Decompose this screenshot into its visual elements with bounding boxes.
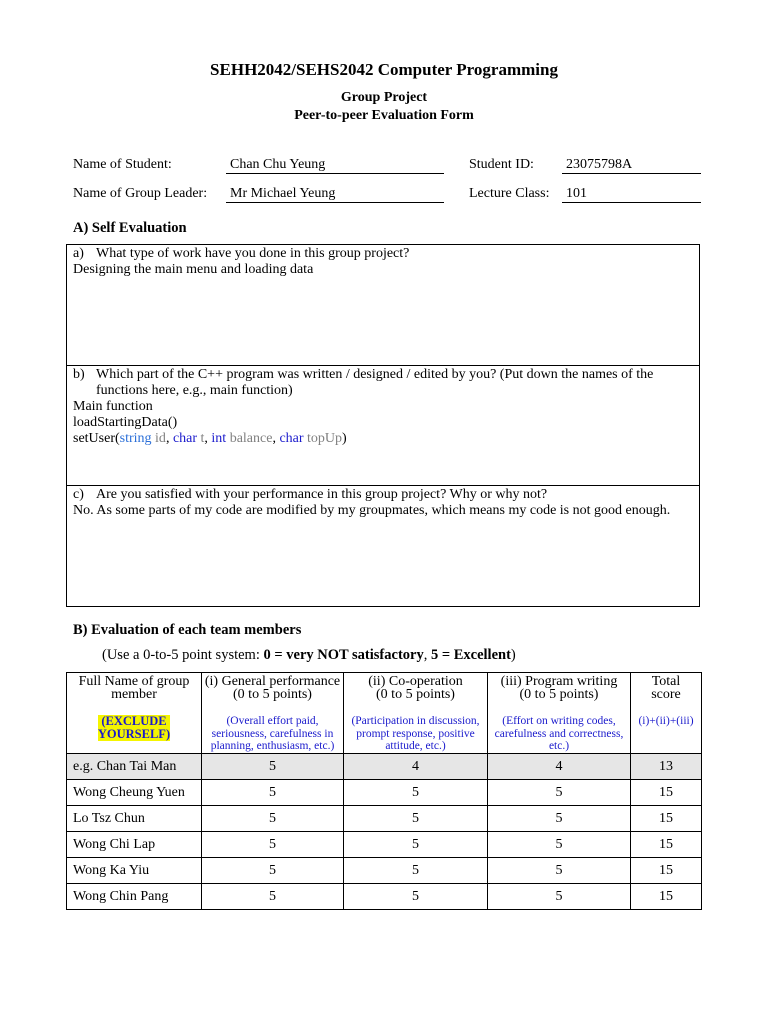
table-row <box>67 858 702 884</box>
answer-a: Designing the main menu and loading data <box>73 262 314 277</box>
table-row <box>67 780 702 806</box>
col-coop-line2: (0 to 5 points) <box>376 687 455 702</box>
student-id-label: Student ID: <box>469 157 534 172</box>
question-c <box>73 487 693 503</box>
exclude-line2: YOURSELF) <box>97 727 171 741</box>
general-score[interactable]: 5 <box>202 858 344 884</box>
col-header-coop <box>344 673 488 754</box>
team-evaluation-table <box>66 672 702 910</box>
question-c-marker: c) <box>73 487 84 502</box>
instruction-prefix: (Use a 0-to-5 point system: <box>102 647 264 663</box>
general-score[interactable]: 5 <box>202 806 344 832</box>
code-sep-1: , <box>165 431 173 446</box>
col-coop-note: (Participation in discussion, prompt response, positive attitude, etc.) <box>351 715 480 752</box>
coop-score[interactable]: 5 <box>344 884 488 910</box>
question-a <box>73 246 693 262</box>
member-name: e.g. Chan Tai Man <box>67 754 202 780</box>
table-row-example <box>67 754 702 780</box>
question-a-marker: a) <box>73 246 84 261</box>
instruction-min: 0 = very NOT satisfactory <box>263 647 424 663</box>
general-score[interactable]: 5 <box>202 832 344 858</box>
student-name-field[interactable]: Chan Chu Yeung <box>226 156 444 174</box>
answer-b-code <box>73 431 693 447</box>
writing-score[interactable]: 5 <box>488 832 631 858</box>
group-leader-label: Name of Group Leader: <box>73 186 208 201</box>
question-b-text: Which part of the C++ program was written / designed / edited by you? (Put down the names of the functions here, e.g., main function) <box>96 367 654 398</box>
col-general-line2: (0 to 5 points) <box>233 687 312 702</box>
code-var-1: id <box>151 431 166 446</box>
answer-b-line2: loadStartingData() <box>73 415 178 430</box>
col-header-general <box>202 673 344 754</box>
answer-c: No. As some parts of my code are modified by my groupmates, which means my code is not good enough. <box>73 503 671 518</box>
question-b-box[interactable] <box>66 365 700 486</box>
self-evaluation-heading: A) Self Evaluation <box>73 220 187 236</box>
instruction-max: 5 = Excellent <box>430 647 511 663</box>
coop-score[interactable]: 5 <box>344 832 488 858</box>
code-close: ) <box>342 431 347 446</box>
col-name-line2: member <box>111 687 157 702</box>
col-name-line1: Full Name of group <box>78 674 190 689</box>
col-general-note: (Overall effort paid, seriousness, carefulness in planning, enthusiasm, etc.) <box>210 715 335 752</box>
total-score: 13 <box>631 754 702 780</box>
question-a-box[interactable] <box>66 244 700 366</box>
exclude-yourself-note <box>98 715 170 741</box>
writing-score[interactable]: 5 <box>488 858 631 884</box>
group-leader-field[interactable]: Mr Michael Yeung <box>226 185 444 203</box>
instruction-mid: , <box>423 647 431 663</box>
col-general-line1: (i) General performance <box>204 674 341 689</box>
code-sep-3: , <box>272 431 280 446</box>
col-header-writing <box>488 673 631 754</box>
col-total-note: (i)+(ii)+(iii) <box>638 715 694 727</box>
general-score: 5 <box>202 754 344 780</box>
exclude-line1: (EXCLUDE <box>101 714 167 728</box>
col-writing-line2: (0 to 5 points) <box>519 687 599 702</box>
scoring-instruction <box>102 647 516 664</box>
code-function: setUser( <box>73 431 120 446</box>
project-title: Group Project <box>340 90 428 105</box>
code-sep-2: , <box>204 431 212 446</box>
table-row <box>67 806 702 832</box>
code-var-4: topUp <box>303 431 343 446</box>
member-name[interactable]: Wong Ka Yiu <box>67 858 202 884</box>
question-b-marker: b) <box>73 367 85 382</box>
col-header-total <box>631 673 702 754</box>
writing-score[interactable]: 5 <box>488 780 631 806</box>
col-writing-note: (Effort on writing codes, carefulness and correctness, etc.) <box>494 715 624 752</box>
col-total-line2: score <box>651 687 681 702</box>
lecture-class-label: Lecture Class: <box>469 186 550 201</box>
course-title: SEHH2042/SEHS2042 Computer Programming <box>210 60 558 79</box>
answer-b-line1: Main function <box>73 399 153 414</box>
code-var-2: t <box>197 431 205 446</box>
question-a-text: What type of work have you done in this group project? <box>96 246 410 261</box>
general-score[interactable]: 5 <box>202 884 344 910</box>
table-header-row <box>67 673 702 754</box>
member-name[interactable]: Wong Cheung Yuen <box>67 780 202 806</box>
code-var-3: balance <box>226 431 273 446</box>
instruction-suffix: ) <box>510 647 516 663</box>
code-type-2: char <box>172 431 198 446</box>
question-c-box[interactable] <box>66 485 700 607</box>
team-evaluation-heading: B) Evaluation of each team members <box>73 622 302 638</box>
question-c-text: Are you satisfied with your performance in this group project? Why or why not? <box>96 487 548 502</box>
writing-score[interactable]: 5 <box>488 806 631 832</box>
total-score[interactable]: 15 <box>631 780 702 806</box>
student-name-label: Name of Student: <box>73 157 172 172</box>
writing-score[interactable]: 5 <box>488 884 631 910</box>
total-score[interactable]: 15 <box>631 858 702 884</box>
coop-score[interactable]: 5 <box>344 858 488 884</box>
total-score[interactable]: 15 <box>631 806 702 832</box>
code-type-3: int <box>211 431 227 446</box>
col-coop-line1: (ii) Co-operation <box>368 674 463 689</box>
coop-score[interactable]: 5 <box>344 780 488 806</box>
general-score[interactable]: 5 <box>202 780 344 806</box>
total-score[interactable]: 15 <box>631 884 702 910</box>
writing-score: 4 <box>488 754 631 780</box>
code-type-1: string <box>119 431 152 446</box>
col-writing-line1: (iii) Program writing <box>500 674 618 689</box>
student-id-field[interactable]: 23075798A <box>562 156 701 174</box>
table-row <box>67 884 702 910</box>
col-total-line1: Total <box>651 674 681 689</box>
member-name[interactable]: Wong Chin Pang <box>67 884 202 910</box>
table-row <box>67 832 702 858</box>
question-b <box>73 367 693 399</box>
form-title: Peer-to-peer Evaluation Form <box>294 108 474 123</box>
lecture-class-field[interactable]: 101 <box>562 185 701 203</box>
coop-score: 4 <box>344 754 488 780</box>
member-name[interactable]: Lo Tsz Chun <box>67 806 202 832</box>
member-name[interactable]: Wong Chi Lap <box>67 832 202 858</box>
coop-score[interactable]: 5 <box>344 806 488 832</box>
col-header-name <box>67 673 202 754</box>
code-type-4: char <box>279 431 304 446</box>
total-score[interactable]: 15 <box>631 832 702 858</box>
